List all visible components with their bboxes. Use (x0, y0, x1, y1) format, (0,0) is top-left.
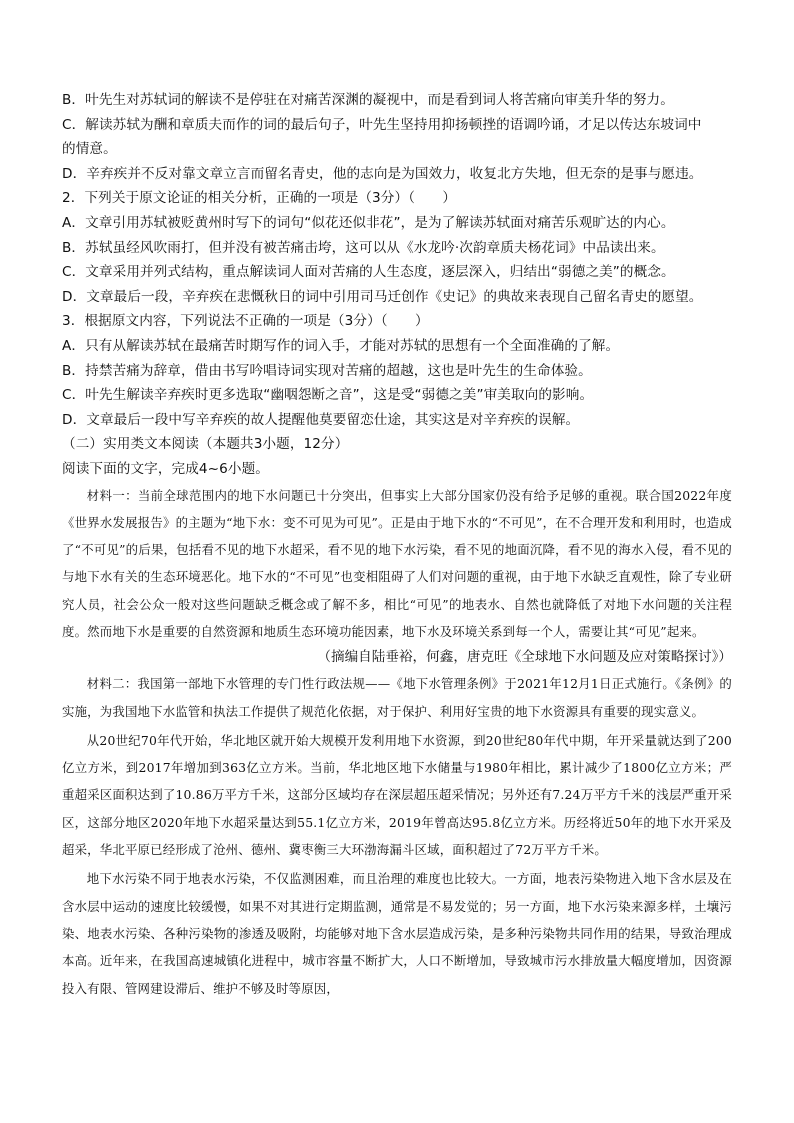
option-d-q2: D．文章最后一段，辛弃疾在悲慨秋日的词中引用司马迁创作《史记》的典故来表现自己留名青史的愿望。 (62, 288, 703, 305)
material-two-para-north-china: 从20世纪70年代开始，华北地区就开始大规模开发利用地下水资源，到20世纪80年代中期，年开采量就达到了200亿立方米，到2017年增加到363亿立方米。当前，华北地区地下水储量与1980年相比，累计减少了1800亿立方米；严重超采区面积达到了10.86万平方千米，这部分区域均存在深层超压超采情况；另外还有7.24万平方千米的浅层严重开采区，这部分地区2020年地下水超采量达到55.1亿立方米，2019年曾高达95.8亿立方米。历经将近50年的地下水开采及超采，华北平原已经形成了沧州、德州、冀枣衡三大环渤海漏斗区域，面积超过了72万平方千米。 (62, 732, 732, 858)
option-c-q1: C．解读苏轼为酬和章质夫而作的词的最后句子，叶先生坚持用抑扬顿挫的语调吟诵，才足以传达东坡词中 (62, 116, 702, 133)
material-one-source: （摘编自陆垂裕，何鑫，唐克旺《全球地下水问题及应对策略探讨》） (317, 649, 732, 666)
material-two: 材料二：我国第一部地下水管理的专门性行政法规——《地下水管理条例》于2021年12月1日正式施行。《条例》的实施，为我国地下水监管和执法工作提供了规范化依据，对于保护、利用好宝贵的地下水资源具有重要的现实意义。 (62, 676, 732, 719)
option-a-q2: A．文章引用苏轼被贬黄州时写下的词句“似花还似非花”，是为了解读苏轼面对痛苦乐观旷达的内心。 (62, 214, 675, 231)
section-heading: （二）实用类文本阅读（本题共3小题，12分） (62, 436, 349, 453)
option-b-q3: B．持禁苦痛为辞章，借由书写吟唱诗词实现对苦痛的超越，这也是叶先生的生命体验。 (62, 362, 592, 379)
option-a-q3: A．只有从解读苏轼在最痛苦时期写作的词入手，才能对苏轼的思想有一个全面准确的了解。 (62, 337, 620, 354)
document-page (62, 88, 732, 1002)
option-b-q1: B．叶先生对苏轼词的解读不是停驻在对痛苦深渊的凝视中，而是看到词人将苦痛向审美升华的努力。 (62, 92, 674, 108)
option-d-q1: D．辛弃疾并不反对靠文章立言而留名青史，他的志向是为国效力，收复北方失地，但无奈的是事与愿违。 (62, 165, 703, 182)
option-c-q1-cont: 的情意。 (62, 141, 117, 158)
option-c-q3: C．叶先生解读辛弃疾时更多选取“幽咽怨断之音”，这是受“弱德之美”审美取向的影响。 (62, 387, 594, 404)
option-c-q2: C．文章采用并列式结构，重点解读词人面对苦痛的人生态度，逐层深入，归结出“弱德之美”的概念。 (62, 264, 675, 281)
option-b-q2: B．苏轼虽经风吹雨打，但并没有被苦痛击垮，这可以从《水龙吟·次韵章质夫杨花词》中品读出来。 (62, 239, 665, 256)
material-one: 材料一：当前全球范围内的地下水问题已十分突出，但事实上大部分国家仍没有给予足够的重视。联合国2022年度《世界水发展报告》的主题为“地下水：变不可见为可见”。正是由于地下水的“不可见”，在不合理开发和利用时，也造成了“不可见”的后果，包括看不见的地下水超采，看不见的地下水污染，看不见的地面沉降，看不见的海水入侵，看不见的与地下水有关的生态环境恶化。地下水的“不可见”也变相阻碍了人们对问题的重视，由于地下水缺乏直观性，除了专业研究人员，社会公众一般对这些问题缺乏概念或了解不多，相比“可见”的地表水、自然也就降低了对地下水问题的关注程度。然而地下水是重要的自然资源和地质生态环境功能因素，地下水及环境关系到每一个人，需要让其“可见”起来。 (62, 487, 732, 639)
reading-instruction: 阅读下面的文字，完成4~6小题。 (62, 460, 270, 477)
material-two-para-pollution: 地下水污染不同于地表水污染，不仅监测困难，而且治理的难度也比较大。一方面，地表污染物进入地下含水层及在含水层中运动的速度比较缓慢，如果不对其进行定期监测，通常是不易发觉的；另一方面，地下水污染来源多样，土壤污染、地表水污染、各种污染物的渗透及吸附，均能够对地下含水层造成污染，是多种污染物共同作用的结果，导致治理成本高。近年来，在我国高速城镇化进程中，城市容量不断扩大，人口不断增加，导致城市污水排放量大幅度增加，因资源投入有限、管网建设滞后、维护不够及时等原因， (62, 871, 732, 996)
option-d-q3: D．文章最后一段中写辛弃疾的故人提醒他莫要留恋仕途，其实这是对辛弃疾的误解。 (62, 411, 580, 428)
question-3: 3．根据原文内容，下列说法不正确的一项是（3分）（ ） (62, 313, 429, 330)
question-2: 2．下列关于原文论证的相关分析，正确的一项是（3分）（ ） (62, 190, 457, 207)
